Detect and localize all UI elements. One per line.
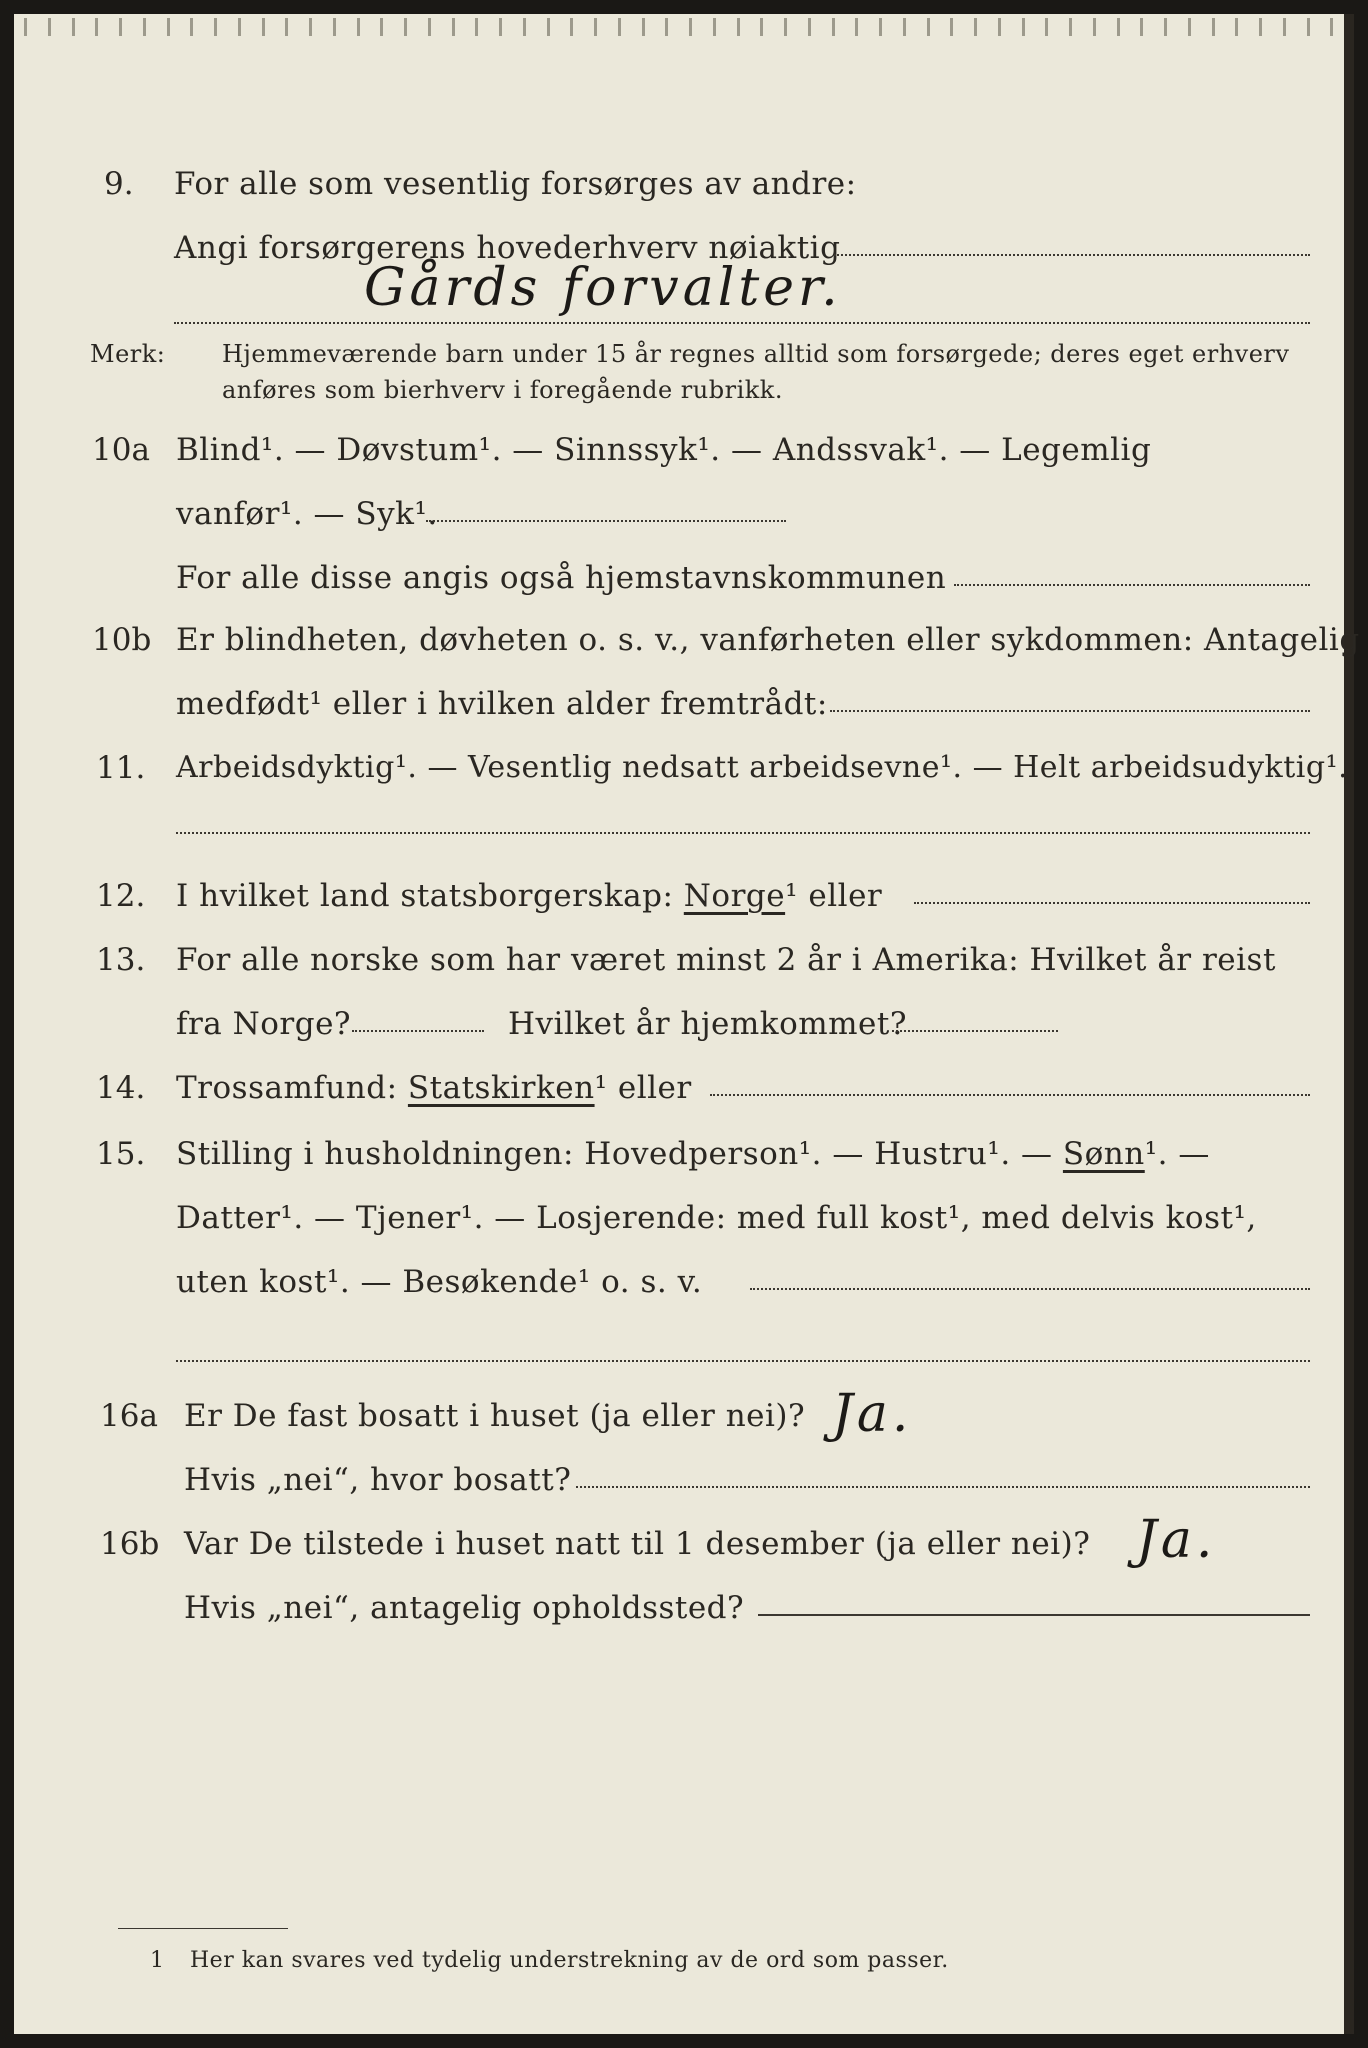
q13-line2b: Hvilket år hjemkommet? (508, 1006, 907, 1042)
q12-after: ¹ eller (785, 878, 883, 914)
q13-line1: For alle norske som har været minst 2 år i Amerika: Hvilket år reist (176, 942, 1276, 978)
q16a-number: 16a (100, 1398, 158, 1434)
q12-number: 12. (96, 878, 146, 914)
q9-number: 9. (104, 166, 134, 202)
q14-line (176, 1070, 692, 1106)
q16b-line2: Hvis „nei“, antagelig opholdssted? (184, 1590, 745, 1626)
q11-dotted-line (176, 832, 1310, 834)
q16b-handwritten-answer: Ja. (1136, 1510, 1217, 1570)
q15-line3: uten kost¹. — Besøkende¹ o. s. v. (176, 1264, 703, 1300)
q13-line2a: fra Norge? (176, 1006, 352, 1042)
q9-handwritten-answer: Gårds forvalter. (364, 258, 842, 318)
q15-extra-line (176, 1360, 1310, 1362)
q15-dotted-line (750, 1288, 1310, 1290)
q15-line2: Datter¹. — Tjener¹. — Losjerende: med full kost¹, med delvis kost¹, (176, 1200, 1257, 1236)
q11-line1: Arbeidsdyktig¹. — Vesentlig nedsatt arbeidsevne¹. — Helt arbeidsudyktig¹. (176, 750, 1349, 785)
q10b-line1: Er blindheten, døvheten o. s. v., vanførheten eller sykdommen: Antagelig (176, 622, 1360, 658)
q12-dotted-line (914, 902, 1310, 904)
q15-number: 15. (96, 1136, 146, 1172)
q14-after: ¹ eller (594, 1070, 692, 1106)
merk-line1: Hjemmeværende barn under 15 år regnes alltid som forsørgede; deres eget erhverv (222, 340, 1290, 368)
q10b-line2: medfødt¹ eller i hvilken alder fremtrådt: (176, 686, 828, 722)
footnote-text: Her kan svares ved tydelig understrekning av de ord som passer. (190, 1948, 949, 1973)
q16a-handwritten-answer: Ja. (832, 1384, 913, 1444)
q10b-dotted-line (830, 710, 1310, 712)
q10a-line2: vanfør¹. — Syk¹. (176, 496, 438, 532)
q15-line1 (176, 1136, 1210, 1172)
census-form-page (14, 14, 1360, 2034)
footnote-mark: 1 (150, 1948, 165, 1973)
q15-line1-end: ¹. — (1144, 1136, 1210, 1172)
top-edge-ticks (14, 14, 1344, 42)
q9-line1: For alle som vesentlig forsørges av andre: (174, 166, 857, 202)
q12-text: I hvilket land statsborgerskap: (176, 878, 674, 914)
q10a-line1: Blind¹. — Døvstum¹. — Sinnssyk¹. — Andssvak¹. — Legemlig (176, 432, 1152, 468)
q9-dotted-line (834, 254, 1310, 256)
q14-dotted-line (710, 1094, 1310, 1096)
q10b-number: 10b (92, 622, 152, 658)
q14-number: 14. (96, 1070, 146, 1106)
q13-hjemkommet-dotted-line (892, 1030, 1058, 1032)
q10a-dotted-line (426, 520, 786, 522)
q10a-number: 10a (92, 432, 150, 468)
q13-number: 13. (96, 942, 146, 978)
q13-reist-dotted-line (352, 1030, 484, 1032)
q14-statskirken-underlined: Statskirken (407, 1070, 595, 1106)
q16a-dotted-line (576, 1486, 1310, 1488)
q16b-answer-line (758, 1614, 1310, 1616)
footnote-rule (118, 1928, 288, 1929)
q16b-line1: Var De tilstede i huset natt til 1 desember (ja eller nei)? (184, 1526, 1091, 1562)
q12-line (176, 878, 882, 914)
q11-number: 11. (96, 750, 146, 786)
q15-line1-text: Stilling i husholdningen: Hovedperson¹. — Hustru¹. — (176, 1136, 1053, 1172)
q10a-line3: For alle disse angis også hjemstavnskommunen (176, 560, 947, 596)
q9-answer-line (174, 322, 1310, 324)
q10a-hjemstavn-line (954, 584, 1310, 586)
q16a-line1: Er De fast bosatt i huset (ja eller nei)? (184, 1398, 806, 1434)
q14-text: Trossamfund: (176, 1070, 398, 1106)
q16b-number: 16b (100, 1526, 160, 1562)
q9-line2: Angi forsørgerens hovederhverv nøiaktig (174, 230, 841, 266)
merk-line2: anføres som bierhverv i foregående rubrikk. (222, 376, 783, 404)
merk-label: Merk: (90, 340, 166, 368)
q16a-line2: Hvis „nei“, hvor bosatt? (184, 1462, 572, 1498)
q15-sonn-underlined: Sønn (1062, 1136, 1145, 1172)
q12-norge-underlined: Norge (683, 878, 786, 914)
